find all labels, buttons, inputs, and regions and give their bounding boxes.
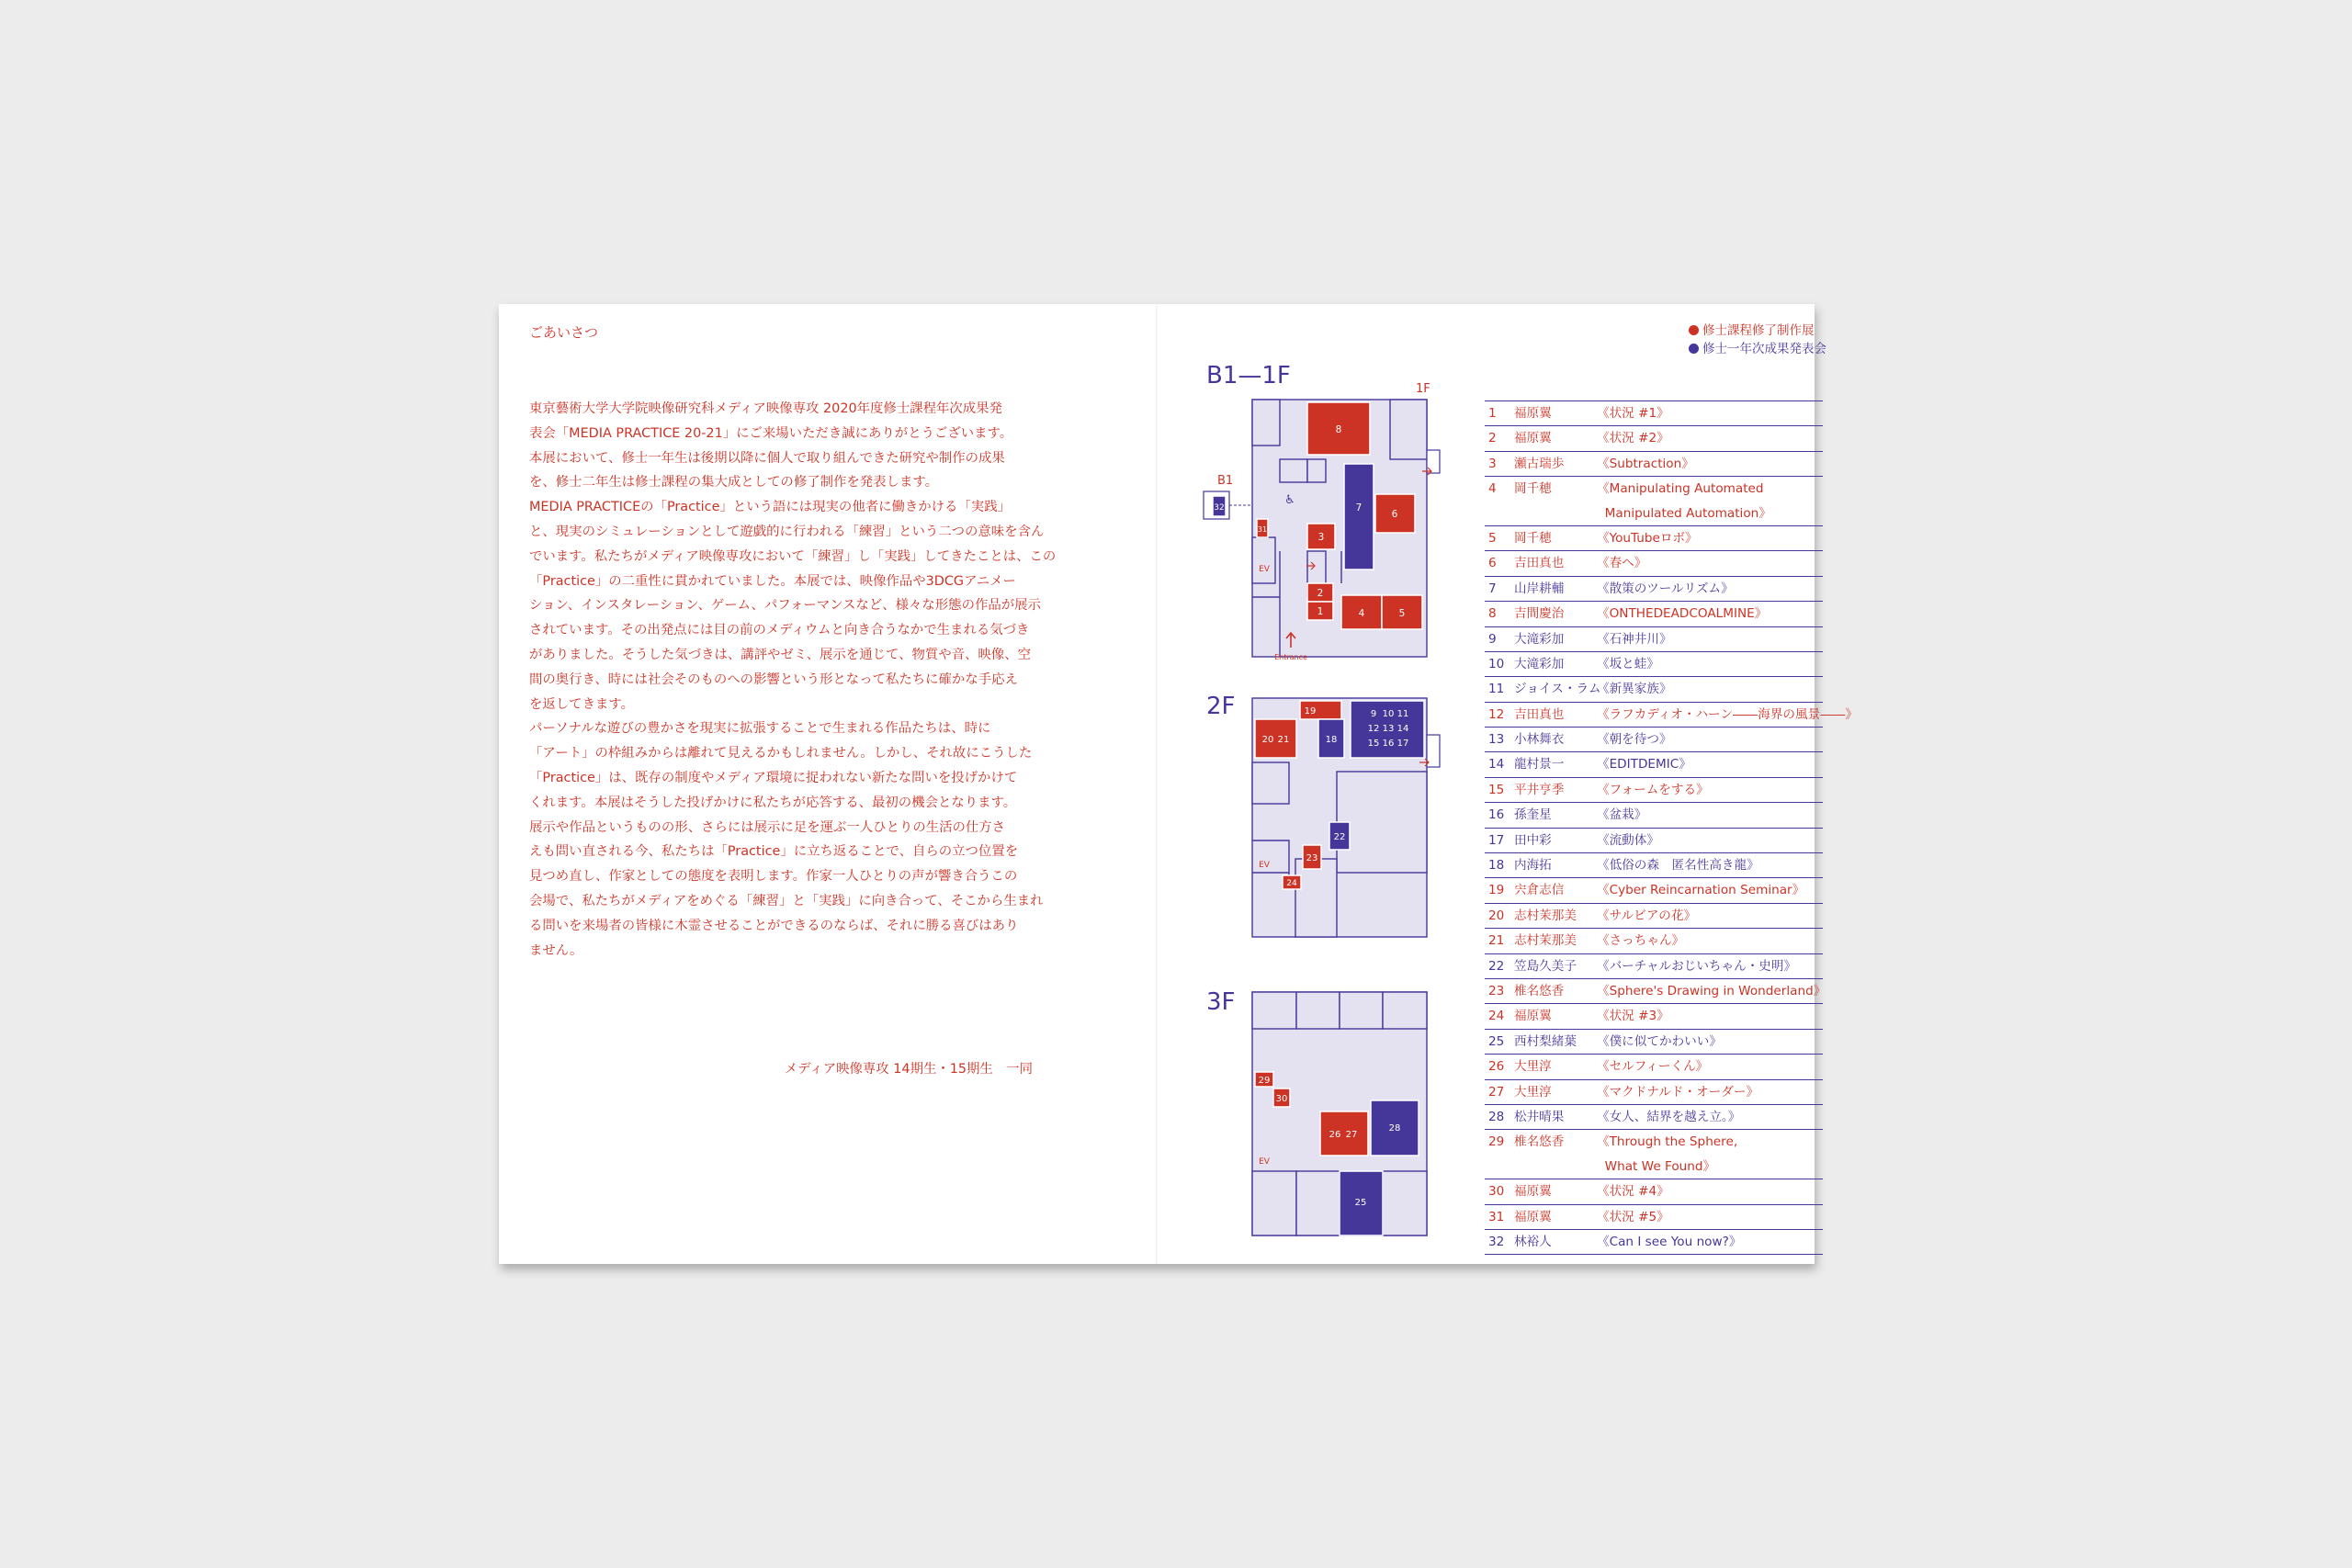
work-title-line: 《低俗の森 匿名性高き龍》 xyxy=(1597,858,1759,874)
work-artist: 内海拓 xyxy=(1514,858,1552,874)
greeting-line: 「アート」の枠組みからは離れて見えるかもしれません。しかし、それ故にこうした xyxy=(529,746,1033,761)
map-room-label: 4 xyxy=(1358,608,1365,619)
greeting-line: ません。 xyxy=(529,942,583,958)
work-number: 31 xyxy=(1488,1209,1505,1224)
map-room xyxy=(1252,762,1289,804)
work-artist: 福原翼 xyxy=(1514,431,1552,446)
elevator-label: EV xyxy=(1259,861,1270,870)
work-title-line: 《Manipulating Automated xyxy=(1597,481,1764,497)
legend-label: 修士課程修了制作展 xyxy=(1702,323,1815,338)
work-row xyxy=(1485,929,1823,953)
work-number: 4 xyxy=(1488,481,1497,497)
work-number: 17 xyxy=(1488,832,1505,848)
greeting-line: でいます。私たちがメディア映像専攻において「練習」し「実践」してきたことは、この xyxy=(529,548,1057,564)
work-number: 26 xyxy=(1488,1059,1505,1075)
floor-map-3f xyxy=(1194,987,1452,1235)
work-artist: 志村茉那美 xyxy=(1514,908,1577,923)
work-row xyxy=(1485,452,1823,477)
map-room xyxy=(1340,992,1383,1029)
floor-label-1f: 1F xyxy=(1416,382,1430,396)
map-room-label: 32 xyxy=(1214,503,1225,513)
greeting-line: を返してきます。 xyxy=(529,696,634,712)
work-artist: 椎名悠香 xyxy=(1514,984,1565,998)
work-number: 9 xyxy=(1488,631,1497,647)
work-row xyxy=(1485,1004,1823,1029)
greeting-line: がありました。そうした気づきは、講評やゼミ、展示を通じて、物質や音、映像、空 xyxy=(529,647,1031,662)
floor-label-b1: B1 xyxy=(1217,474,1234,488)
work-title xyxy=(1597,1055,1708,1078)
work-title-line: 《サルビアの花》 xyxy=(1597,908,1697,923)
greeting-line: MEDIA PRACTICEの「Practice」という語には現実の他者に働きかける「実践」 xyxy=(529,500,1012,515)
legend-item-first-year xyxy=(1689,340,1826,358)
greeting-line: くれます。本展はそうした投げかけに私たちが応答する、最初の機会となります。 xyxy=(529,795,1017,810)
work-artist: 小林舞衣 xyxy=(1514,732,1565,748)
work-row xyxy=(1485,778,1823,803)
greeting-title: ごあいさつ xyxy=(529,324,599,341)
work-row xyxy=(1485,1030,1823,1055)
map-room-label: 7 xyxy=(1355,502,1363,513)
greeting-line: 見つめ直し、作家としての態度を表明します。作家一人ひとりの声が響き合うこの xyxy=(529,869,1018,885)
work-number: 13 xyxy=(1488,732,1505,748)
work-title-line: 《女人、結界を越え立。》 xyxy=(1597,1109,1741,1124)
work-artist: 大滝彩加 xyxy=(1514,656,1565,671)
map-room-label: 25 xyxy=(1354,1198,1367,1208)
work-artist: 福原翼 xyxy=(1514,406,1552,421)
work-title xyxy=(1597,1130,1737,1179)
work-title-line: 《Can I see You now?》 xyxy=(1597,1234,1742,1249)
elevator-label: EV xyxy=(1259,1157,1270,1167)
work-artist: 吉田真也 xyxy=(1514,556,1565,571)
map-room-label: 2 xyxy=(1317,588,1324,599)
greeting-line: る問いを来場者の皆様に木霊させることができるのならば、それに勝る喜びはあり xyxy=(529,918,1019,933)
map-room-label: 22 xyxy=(1333,832,1346,842)
work-artist: 平井亨季 xyxy=(1514,782,1565,797)
work-title-line: 《セルフィーくん》 xyxy=(1597,1059,1709,1075)
legend-item-graduation xyxy=(1689,321,1826,340)
work-title-line: 《盆栽》 xyxy=(1597,807,1647,823)
work-number: 16 xyxy=(1488,807,1505,823)
map-room-label: 29 xyxy=(1258,1076,1271,1086)
legend-blue-dot xyxy=(1689,344,1699,354)
work-row xyxy=(1485,829,1823,853)
work-number: 22 xyxy=(1488,958,1505,974)
map-room-label: 26 xyxy=(1329,1130,1341,1140)
map-room-7 xyxy=(1344,464,1374,570)
work-number: 8 xyxy=(1488,606,1497,622)
greeting-line: パーソナルな遊びの豊かさを現実に拡張することで生まれる作品たちは、時に xyxy=(529,721,991,737)
work-row xyxy=(1485,1230,1823,1255)
legend-red-dot xyxy=(1689,325,1699,335)
greeting-line: 展示や作品というものの形、さらには展示に足を運ぶ一人ひとりの生活の仕方さ xyxy=(529,819,1006,835)
work-row xyxy=(1485,551,1823,576)
floor-title-3f: 3F xyxy=(1206,988,1236,1016)
floor-title-2f: 2F xyxy=(1206,693,1236,720)
work-artist: 椎名悠香 xyxy=(1514,1134,1565,1150)
map-room-label: 11 xyxy=(1396,709,1409,719)
work-row xyxy=(1485,752,1823,777)
work-artist: 山岸耕輔 xyxy=(1514,581,1565,596)
work-title xyxy=(1597,1179,1669,1203)
greeting-line: 東京藝術大学大学院映像研究科メディア映像専攻 2020年度修士課程年次成果発 xyxy=(529,401,1002,416)
work-title-line: 《状況 #1》 xyxy=(1597,406,1669,421)
work-title xyxy=(1597,577,1734,601)
work-title-line: 《さっちゃん》 xyxy=(1597,933,1685,949)
map-room xyxy=(1390,400,1427,459)
map-room-label: 5 xyxy=(1398,608,1406,619)
work-number: 24 xyxy=(1488,1009,1505,1024)
page-fold xyxy=(1156,304,1158,1264)
work-row xyxy=(1485,577,1823,602)
work-title xyxy=(1597,752,1691,776)
map-room xyxy=(1296,1171,1340,1235)
work-row xyxy=(1485,853,1823,878)
work-title xyxy=(1597,778,1709,802)
work-title-line: What We Found》 xyxy=(1597,1158,1716,1174)
greeting-line: えも問い直される今、私たちは「Practice」に立ち返ることで、自らの立つ位置を xyxy=(529,844,1019,860)
map-room-label: 15 xyxy=(1367,739,1380,749)
greeting-line: 「Practice」の二重性に貫かれていました。本展では、映像作品や3DCGアニメー xyxy=(529,573,1016,589)
work-title xyxy=(1597,703,1858,727)
work-row xyxy=(1485,1080,1823,1105)
work-title-line: 《散策のツールリズム》 xyxy=(1597,581,1734,596)
work-artist: 孫奎星 xyxy=(1514,807,1552,823)
map-room-label: 13 xyxy=(1382,724,1395,734)
work-row xyxy=(1485,1179,1823,1204)
work-title-line: 《EDITDEMIC》 xyxy=(1597,757,1691,773)
work-row xyxy=(1485,904,1823,929)
work-title xyxy=(1597,426,1669,450)
work-artist: 笠島久美子 xyxy=(1514,958,1577,974)
work-artist: 大里淳 xyxy=(1514,1084,1552,1100)
elevator-label: EV xyxy=(1259,565,1270,574)
map-room-label: 10 xyxy=(1382,709,1395,719)
work-title xyxy=(1597,829,1659,852)
map-room-label: 23 xyxy=(1306,853,1318,863)
work-title-line: 《Through the Sphere, xyxy=(1597,1134,1738,1150)
work-title xyxy=(1597,1030,1722,1054)
work-row xyxy=(1485,526,1823,551)
map-room-label: 1 xyxy=(1317,606,1324,617)
work-title xyxy=(1597,652,1659,676)
work-title-line: 《ONTHEDEADCOALMINE》 xyxy=(1597,606,1768,622)
work-title xyxy=(1597,1205,1669,1229)
work-number: 19 xyxy=(1488,883,1505,898)
greeting-line: と、現実のシミュレーションとして遊戯的に行われる「練習」という二つの意味を含ん xyxy=(529,524,1045,539)
work-artist: 福原翼 xyxy=(1514,1209,1552,1224)
work-artist: 田中彩 xyxy=(1514,832,1552,848)
work-artist: 岡千穂 xyxy=(1514,530,1552,546)
work-number: 30 xyxy=(1488,1184,1505,1200)
work-title xyxy=(1597,803,1646,827)
work-row xyxy=(1485,1130,1823,1179)
map-room xyxy=(1252,400,1280,446)
work-title xyxy=(1597,1230,1741,1254)
work-number: 25 xyxy=(1488,1033,1505,1049)
map-room-label: 17 xyxy=(1396,739,1409,749)
work-number: 20 xyxy=(1488,908,1505,923)
work-artist: 大滝彩加 xyxy=(1514,631,1565,647)
map-room xyxy=(1383,992,1427,1029)
work-title xyxy=(1597,627,1672,651)
work-row xyxy=(1485,677,1823,702)
work-row xyxy=(1485,477,1823,526)
work-title xyxy=(1597,979,1826,1003)
work-row xyxy=(1485,1105,1823,1130)
work-number: 23 xyxy=(1488,984,1505,998)
greeting-line: ション、インスタレーション、ゲーム、パフォーマンスなど、様々な形態の作品が展示 xyxy=(529,598,1041,614)
work-title-line: 《ラフカディオ・ハーン――海界の風景――》 xyxy=(1597,706,1858,722)
work-title-line: 《石神井川》 xyxy=(1597,631,1672,647)
map-room-label: 3 xyxy=(1317,532,1325,543)
floor-map-2f xyxy=(1194,694,1452,942)
work-number: 12 xyxy=(1488,706,1505,722)
map-room-26-27 xyxy=(1320,1111,1368,1156)
greeting-line: を、修士二年生は修士課程の集大成としての修了制作を発表します。 xyxy=(529,475,938,491)
map-room-label: 14 xyxy=(1396,724,1409,734)
map-room-label: 20 xyxy=(1261,735,1274,745)
work-artist: 林裕人 xyxy=(1514,1234,1552,1249)
greeting-signature: メディア映像専攻 14期生・15期生 一同 xyxy=(784,1062,1033,1077)
work-artist: 吉間慶治 xyxy=(1514,606,1565,622)
work-number: 21 xyxy=(1488,933,1505,949)
work-title xyxy=(1597,929,1684,953)
greeting-line: 会場で、私たちがメディアをめぐる「練習」と「実践」に向き合って、そこから生まれ xyxy=(529,893,1044,908)
work-row xyxy=(1485,1205,1823,1230)
work-title xyxy=(1597,1004,1669,1028)
work-title xyxy=(1597,477,1771,525)
wheelchair-icon: ♿ xyxy=(1284,493,1295,507)
work-title xyxy=(1597,602,1767,626)
work-title xyxy=(1597,1080,1758,1104)
work-number: 11 xyxy=(1488,682,1505,697)
work-number: 29 xyxy=(1488,1134,1505,1150)
map-room-label: 8 xyxy=(1335,424,1342,435)
work-artist: 福原翼 xyxy=(1514,1009,1552,1024)
work-row xyxy=(1485,979,1826,1004)
map-room xyxy=(1252,1171,1296,1235)
floor-map-b1-1f xyxy=(1194,386,1452,661)
map-room xyxy=(1280,459,1307,482)
work-artist: ジョイス・ラム xyxy=(1514,682,1601,697)
map-room xyxy=(1307,459,1326,482)
work-title xyxy=(1597,677,1672,701)
work-number: 5 xyxy=(1488,530,1497,546)
work-title-line: 《春へ》 xyxy=(1597,556,1647,571)
works-list xyxy=(1485,400,1858,1255)
work-row xyxy=(1485,602,1823,626)
work-artist: 龍村景一 xyxy=(1514,757,1565,773)
greeting-line: 本展において、修士一年生は後期以降に個人で取り組んできた研究や制作の成果 xyxy=(529,450,1005,466)
work-title-line: 《流動体》 xyxy=(1597,832,1659,848)
work-title xyxy=(1597,452,1694,476)
work-title-line: 《状況 #4》 xyxy=(1597,1184,1669,1200)
map-room-label: 31 xyxy=(1257,525,1268,534)
work-title-line: 《状況 #3》 xyxy=(1597,1009,1669,1024)
work-title-line: 《フォームをする》 xyxy=(1597,782,1709,797)
entrance-label: Entrance xyxy=(1274,653,1307,661)
work-artist: 松井晴果 xyxy=(1514,1109,1565,1124)
work-title-line: 《YouTubeロボ》 xyxy=(1597,530,1698,546)
work-artist: 大里淳 xyxy=(1514,1059,1552,1075)
work-title xyxy=(1597,853,1759,877)
work-artist: 福原翼 xyxy=(1514,1184,1552,1200)
floor-title-b1-1f: B1—1F xyxy=(1206,362,1291,389)
work-title xyxy=(1597,1105,1740,1129)
map-room-label: 27 xyxy=(1345,1130,1358,1140)
work-row xyxy=(1485,878,1823,903)
work-artist: 志村茉那美 xyxy=(1514,933,1577,949)
work-title-line: 《バーチャルおじいちゃん・史明》 xyxy=(1597,958,1797,974)
work-number: 1 xyxy=(1488,406,1497,421)
work-title xyxy=(1597,904,1696,928)
work-title xyxy=(1597,401,1669,425)
work-row xyxy=(1485,703,1858,728)
map-room xyxy=(1296,992,1340,1029)
work-row xyxy=(1485,426,1823,451)
work-title-line: 《状況 #2》 xyxy=(1597,431,1669,446)
work-title-line: 《状況 #5》 xyxy=(1597,1209,1669,1224)
work-number: 18 xyxy=(1488,858,1505,874)
legend-label: 修士一年次成果発表会 xyxy=(1702,342,1826,356)
work-number: 7 xyxy=(1488,581,1497,596)
work-artist: 宍倉志信 xyxy=(1514,883,1565,898)
work-row xyxy=(1485,954,1823,979)
map-room-label: 24 xyxy=(1286,879,1297,888)
map-room-label: 28 xyxy=(1388,1123,1401,1134)
work-title-line: Manipulated Automation》 xyxy=(1597,505,1771,521)
map-room xyxy=(1295,859,1337,937)
map-room xyxy=(1383,1171,1427,1235)
work-title-line: 《Cyber Reincarnation Seminar》 xyxy=(1597,883,1805,898)
work-artist: 瀬古瑞歩 xyxy=(1514,456,1565,471)
map-room-label: 16 xyxy=(1382,739,1395,749)
work-artist: 吉田真也 xyxy=(1514,706,1565,722)
work-title-line: 《新異家族》 xyxy=(1597,682,1672,697)
work-title xyxy=(1597,551,1646,575)
map-room xyxy=(1252,537,1275,583)
greeting-line: 間の奥行き、時には社会そのものへの影響という形となって私たちに確かな手応え xyxy=(529,671,1018,687)
map-room xyxy=(1252,992,1296,1029)
work-row xyxy=(1485,652,1823,677)
work-title-line: 《僕に似てかわいい》 xyxy=(1597,1033,1722,1049)
greeting-line: 表会「MEDIA PRACTICE 20-21」にご来場いただき誠にありがとうございます。 xyxy=(529,425,1013,441)
work-number: 10 xyxy=(1488,656,1505,671)
work-artist: 岡千穂 xyxy=(1514,481,1552,497)
work-title-line: 《Subtraction》 xyxy=(1597,456,1694,471)
work-number: 14 xyxy=(1488,757,1505,773)
work-row xyxy=(1485,728,1823,752)
work-row xyxy=(1485,803,1823,828)
map-room-label: 12 xyxy=(1367,724,1380,734)
work-number: 3 xyxy=(1488,456,1497,471)
work-title-line: 《坂と蛙》 xyxy=(1597,656,1659,671)
work-row xyxy=(1485,1055,1823,1079)
greeting-body xyxy=(529,397,1057,963)
map-room-label: 6 xyxy=(1391,509,1398,520)
work-row xyxy=(1485,401,1823,426)
greeting-line: されています。その出発点には目の前のメディウムと向き合うなかで生まれる気づき xyxy=(529,623,1030,638)
work-number: 2 xyxy=(1488,431,1497,446)
map-room-label: 21 xyxy=(1277,735,1290,745)
map-room-label: 30 xyxy=(1275,1094,1288,1104)
work-title xyxy=(1597,728,1672,751)
greeting-line: 「Practice」は、既存の制度やメディア環境に捉われない新たな問いを投げかけて xyxy=(529,770,1018,785)
work-number: 28 xyxy=(1488,1109,1505,1124)
work-title xyxy=(1597,878,1804,902)
work-number: 6 xyxy=(1488,556,1497,571)
map-room-label: 19 xyxy=(1304,706,1317,716)
work-title-line: 《Sphere's Drawing in Wonderland》 xyxy=(1597,984,1826,998)
work-row xyxy=(1485,627,1823,652)
map-room-label: 9 xyxy=(1370,709,1377,719)
map-room-label: 18 xyxy=(1325,735,1338,745)
work-title xyxy=(1597,954,1796,978)
work-title-line: 《マクドナルド・オーダー》 xyxy=(1597,1084,1759,1100)
work-artist: 西村梨緒葉 xyxy=(1514,1033,1577,1049)
work-number: 15 xyxy=(1488,782,1505,797)
work-title xyxy=(1597,526,1698,550)
work-title-line: 《朝を待つ》 xyxy=(1597,732,1672,748)
work-number: 27 xyxy=(1488,1084,1505,1100)
work-number: 32 xyxy=(1488,1234,1505,1249)
legend xyxy=(1689,321,1826,358)
